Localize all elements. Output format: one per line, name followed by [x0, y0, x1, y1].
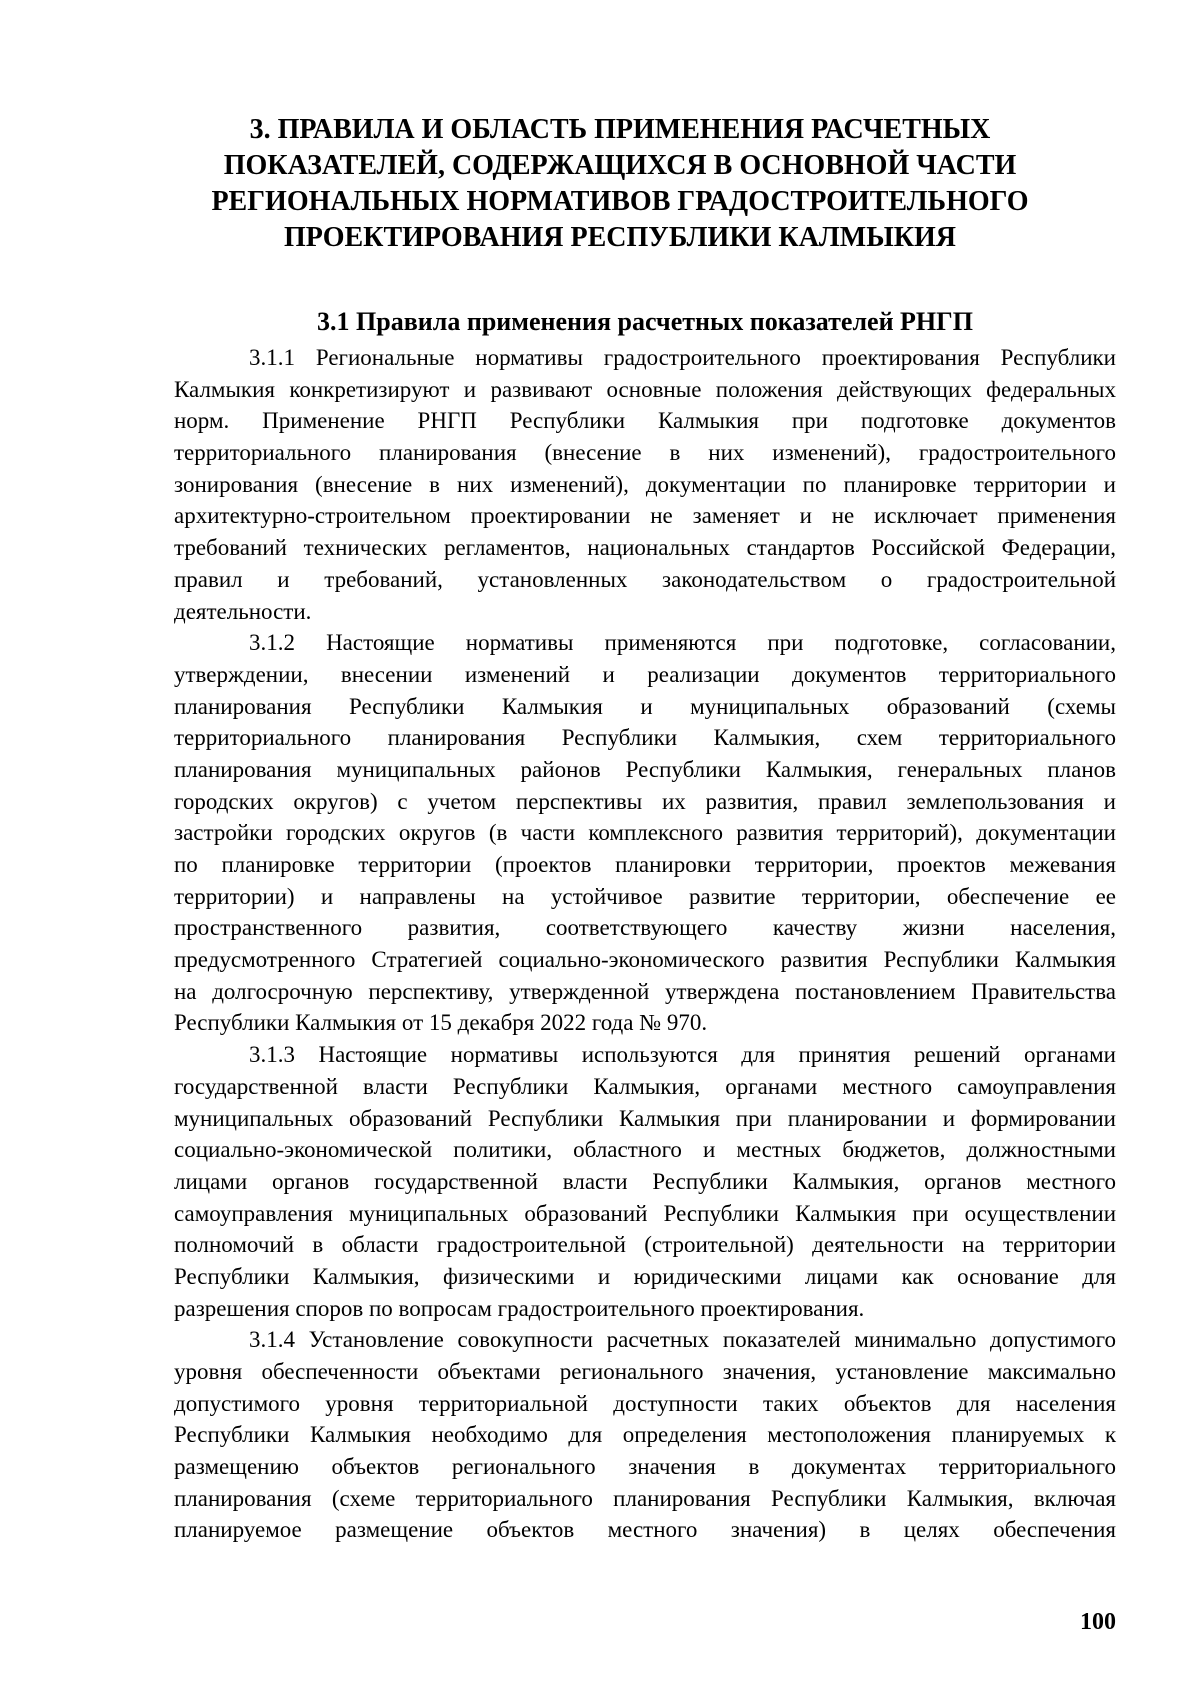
paragraph-line: деятельности. — [174, 598, 312, 624]
paragraph-line: лицами органов государственной власти Республики Калмыкия, органов местного — [174, 1168, 1116, 1194]
paragraph-line: застройки городских округов (в части комплексного развития территорий), документации — [174, 820, 1116, 846]
paragraph-line: зонирования (внесение в них изменений), документации по планировке территории и — [174, 471, 1116, 497]
paragraph-line: полномочий в области градостроительной (строительной) деятельности на территории — [174, 1232, 1116, 1258]
paragraph-line: 3.1.4 Установление совокупности расчетных показателей минимально допустимого — [249, 1327, 1116, 1353]
paragraph-line: разрешения споров по вопросам градостроительного проектирования. — [174, 1295, 865, 1321]
paragraph-line: пространственного развития, соответствующего качеству жизни населения, — [174, 915, 1116, 941]
paragraph-line: Республики Калмыкия необходимо для определения местоположения планируемых к — [174, 1422, 1116, 1448]
paragraph-line: самоуправления муниципальных образований Республики Калмыкия при осуществлении — [174, 1200, 1116, 1226]
paragraph-line: уровня обеспеченности объектами регионального значения, установление максимально — [174, 1359, 1116, 1384]
paragraph-line: архитектурно-строительном проектировании не заменяет и не исключает применения — [174, 503, 1116, 529]
chapter-title — [200, 112, 1040, 256]
paragraph-line: требований технических регламентов, национальных стандартов Российской Федерации, — [174, 535, 1116, 561]
paragraph-line: социально-экономической политики, областного и местных бюджетов, должностными — [174, 1137, 1116, 1163]
chapter-title-line: ПОКАЗАТЕЛЕЙ, СОДЕРЖАЩИХСЯ В ОСНОВНОЙ ЧАСТИ — [223, 150, 1017, 181]
paragraph-line: планирования (схеме территориального планирования Республики Калмыкия, включая — [174, 1485, 1116, 1511]
paragraph-line: городских округов) с учетом перспективы их развития, правил землепользования и — [174, 788, 1116, 814]
paragraph-line: утверждении, внесении изменений и реализации документов территориального — [174, 661, 1116, 687]
paragraph-line: допустимого уровня территориальной доступности таких объектов для населения — [174, 1390, 1116, 1416]
paragraph-line: 3.1.3 Настоящие нормативы используются для принятия решений органами — [249, 1042, 1116, 1068]
paragraph — [174, 342, 1116, 627]
paragraph-line: на долгосрочную перспективу, утвержденной утверждена постановлением Правительства — [174, 978, 1116, 1004]
paragraph-line: планирования муниципальных районов Республики Калмыкия, генеральных планов — [174, 756, 1116, 782]
paragraph-line: предусмотренного Стратегией социально-экономического развития Республики Калмыкия — [174, 947, 1116, 973]
paragraph-line: размещению объектов регионального значения в документах территориального — [174, 1454, 1116, 1480]
paragraph-line: 3.1.1 Региональные нормативы градостроительного проектирования Республики — [249, 345, 1116, 370]
paragraph-line: норм. Применение РНГП Республики Калмыкия при подготовке документов — [174, 408, 1116, 434]
chapter-title-line: ПРОЕКТИРОВАНИЯ РЕСПУБЛИКИ КАЛМЫКИЯ — [283, 222, 957, 253]
paragraph-line: государственной власти Республики Калмыкия, органами местного самоуправления — [174, 1073, 1116, 1099]
paragraph-line: территории) и направлены на устойчивое развитие территории, обеспечение ее — [174, 883, 1116, 909]
paragraph-line: территориального планирования Республики Калмыкия, схем территориального — [174, 725, 1116, 751]
paragraph-line: территориального планирования (внесение в них изменений), градостроительного — [174, 440, 1116, 466]
paragraph — [174, 1039, 1116, 1324]
paragraph-line: муниципальных образований Республики Калмыкия при планировании и формировании — [174, 1105, 1116, 1131]
paragraph-line: Республики Калмыкия от 15 декабря 2022 года № 970. — [174, 1010, 708, 1036]
paragraph-line: по планировке территории (проектов планировки территории, проектов межевания — [174, 852, 1116, 877]
paragraph-line: Республики Калмыкия, физическими и юридическими лицами как основание для — [174, 1263, 1116, 1289]
body-text — [174, 342, 1116, 1546]
chapter-title-line: 3. ПРАВИЛА И ОБЛАСТЬ ПРИМЕНЕНИЯ РАСЧЕТНЫХ — [249, 114, 991, 145]
paragraph-line: планирования Республики Калмыкия и муниципальных образований (схемы — [174, 693, 1116, 719]
chapter-title-line: РЕГИОНАЛЬНЫХ НОРМАТИВОВ ГРАДОСТРОИТЕЛЬНОГО — [211, 186, 1029, 217]
page-number: 100 — [1080, 1609, 1116, 1635]
paragraph-line: 3.1.2 Настоящие нормативы применяются при подготовке, согласовании, — [249, 630, 1116, 656]
paragraph — [174, 627, 1116, 1039]
section-title: 3.1 Правила применения расчетных показателей РНГП — [317, 307, 973, 336]
paragraph-line: Калмыкия конкретизируют и развивают основные положения действующих федеральных — [174, 376, 1116, 402]
paragraph — [174, 1324, 1116, 1546]
paragraph-line: планируемое размещение объектов местного значения) в целях обеспечения — [174, 1517, 1116, 1543]
paragraph-line: правил и требований, установленных законодательством о градостроительной — [174, 566, 1116, 592]
